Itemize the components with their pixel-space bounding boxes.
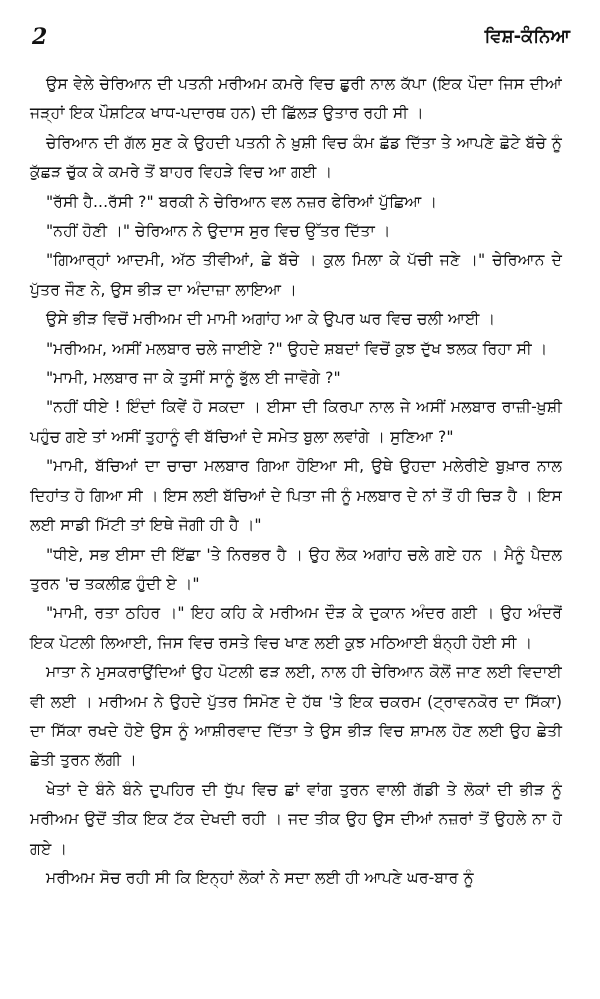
- paragraph: ਉਸ ਵੇਲੇ ਚੇਰਿਆਨ ਦੀ ਪਤਨੀ ਮਰੀਅਮ ਕਮਰੇ ਵਿਚ ਛੁਰੀ ਨਾਲ ਕੱਪਾ (ਇਕ ਪੌਦਾ ਜਿਸ ਦੀਆਂ ਜੜ੍ਹਾਂ ਇਕ ਪੌਸ਼ਟਿਕ ਖਾਧ-ਪਦਾਰਥ ਹਨ) ਦੀ ਛਿੱਲੜ ਉਤਾਰ ਰਹੀ ਸੀ ।: [30, 75, 562, 123]
- running-title: ਵਿਸ਼-ਕੰਨਿਆ: [484, 26, 570, 47]
- paragraph: ਖੇਤਾਂ ਦੇ ਬੰਨੇ ਬੰਨੇ ਦੁਪਹਿਰ ਦੀ ਧੁੱਪ ਵਿਚ ਛਾਂ ਵਾਂਗ ਤੁਰਨ ਵਾਲੀ ਗੱਡੀ ਤੇ ਲੋਕਾਂ ਦੀ ਭੀੜ ਨੂੰ ਮਰੀਅਮ ਉਦੋਂ ਤੀਕ ਇਕ ਟੱਕ ਦੇਖਦੀ ਰਹੀ । ਜਦ ਤੀਕ ਉਹ ਉਸ ਦੀਆਂ ਨਜ਼ਰਾਂ ਤੋਂ ਉਹਲੇ ਨਾ ਹੋ ਗਏ ।: [30, 780, 562, 858]
- paragraph: ਉਸੇ ਭੀੜ ਵਿਚੋਂ ਮਰੀਅਮ ਦੀ ਮਾਮੀ ਅਗਾਂਹ ਆ ਕੇ ਉਪਰ ਘਰ ਵਿਚ ਚਲੀ ਆਈ ।: [46, 310, 496, 329]
- body-text: [30, 70, 562, 893]
- paragraph: "ਮਾਮੀ, ਮਲਬਾਰ ਜਾ ਕੇ ਤੁਸੀਂ ਸਾਨੂੰ ਭੁੱਲ ਈ ਜਾਵੋਗੇ ?": [46, 369, 341, 388]
- paragraph: ਮਾਤਾ ਨੇ ਮੁਸਕਰਾਉਂਦਿਆਂ ਉਹ ਪੋਟਲੀ ਫੜ ਲਈ, ਨਾਲ ਹੀ ਚੇਰਿਆਨ ਕੋਲੋਂ ਜਾਣ ਲਈ ਵਿਦਾਈ ਵੀ ਲਈ । ਮਰੀਅਮ ਨੇ ਉਹਦੇ ਪੁੱਤਰ ਸਿਮੋਣ ਦੇ ਹੱਥ 'ਤੇ ਇਕ ਚਕਰਮ (ਟ੍ਰਾਵਨਕੋਰ ਦਾ ਸਿੱਕਾ) ਦਾ ਸਿੱਕਾ ਰਖਦੇ ਹੋਏ ਉਸ ਨੂੰ ਆਸ਼ੀਰਵਾਦ ਦਿੱਤਾ ਤੇ ਉਸ ਭੀੜ ਵਿਚ ਸ਼ਾਮਲ ਹੋਣ ਲਈ ਉਹ ਛੇਤੀ ਛੇਤੀ ਤੁਰਨ ਲੱਗੀ ।: [30, 663, 562, 770]
- paragraph: "ਮਾਮੀ, ਰਤਾ ਠਹਿਰ ।" ਇਹ ਕਹਿ ਕੇ ਮਰੀਅਮ ਦੌੜ ਕੇ ਦੁਕਾਨ ਅੰਦਰ ਗਈ । ਉਹ ਅੰਦਰੋਂ ਇਕ ਪੋਟਲੀ ਲਿਆਈ, ਜਿਸ ਵਿਚ ਰਸਤੇ ਵਿਚ ਖਾਣ ਲਈ ਕੁਝ ਮਠਿਆਈ ਬੰਨ੍ਹੀ ਹੋਈ ਸੀ ।: [30, 604, 562, 652]
- paragraph: "ਗਿਆਰ੍ਹਾਂ ਆਦਮੀ, ਅੱਠ ਤੀਵੀਆਂ, ਛੇ ਬੱਚੇ । ਕੁਲ ਮਿਲਾ ਕੇ ਪੱਚੀ ਜਣੇ ।" ਚੇਰਿਆਨ ਦੇ ਪੁੱਤਰ ਜੌਣ ਨੇ, ਉਸ ਭੀੜ ਦਾ ਅੰਦਾਜ਼ਾ ਲਾਇਆ ।: [30, 251, 562, 299]
- paragraph: "ਮਾਮੀ, ਬੱਚਿਆਂ ਦਾ ਚਾਚਾ ਮਲਬਾਰ ਗਿਆ ਹੋਇਆ ਸੀ, ਉਥੇ ਉਹਦਾ ਮਲੇਰੀਏ ਬੁਖ਼ਾਰ ਨਾਲ ਦਿਹਾਂਤ ਹੋ ਗਿਆ ਸੀ । ਇਸ ਲਈ ਬੱਚਿਆਂ ਦੇ ਪਿਤਾ ਜੀ ਨੂੰ ਮਲਬਾਰ ਦੇ ਨਾਂ ਤੋਂ ਹੀ ਚਿੜ ਹੈ । ਇਸ ਲਈ ਸਾਡੀ ਮਿੱਟੀ ਤਾਂ ਇਥੇ ਜੋਗੀ ਹੀ ਹੈ ।": [30, 457, 562, 535]
- paragraph: ਚੇਰਿਆਨ ਦੀ ਗੱਲ ਸੁਣ ਕੇ ਉਹਦੀ ਪਤਨੀ ਨੇ ਖ਼ੁਸ਼ੀ ਵਿਚ ਕੰਮ ਛੱਡ ਦਿੱਤਾ ਤੇ ਆਪਣੇ ਛੋਟੇ ਬੱਚੇ ਨੂੰ ਕੁੱਛੜ ਚੁੱਕ ਕੇ ਕਮਰੇ ਤੋਂ ਬਾਹਰ ਵਿਹੜੇ ਵਿਚ ਆ ਗਈ ।: [30, 133, 562, 182]
- paragraph: "ਰੱਸੀ ਹੈ...ਰੱਸੀ ?" ਬਰਕੀ ਨੇ ਚੇਰਿਆਨ ਵਲ ਨਜ਼ਰ ਫੇਰਿਆਂ ਪੁੱਛਿਆ ।: [46, 192, 438, 211]
- paragraph: "ਧੀਏ, ਸਭ ਈਸਾ ਦੀ ਇੱਛਾ 'ਤੇ ਨਿਰਭਰ ਹੈ । ਉਹ ਲੋਕ ਅਗਾਂਹ ਚਲੇ ਗਏ ਹਨ । ਮੈਨੂੰ ਪੈਦਲ ਤੁਰਨ 'ਚ ਤਕਲੀਫ਼ ਹੁੰਦੀ ਏ ।": [30, 545, 562, 593]
- paragraph: "ਨਹੀਂ ਧੀਏ ! ਇੰਦਾਂ ਕਿਵੇਂ ਹੋ ਸਕਦਾ । ਈਸਾ ਦੀ ਕਿਰਪਾ ਨਾਲ ਜੇ ਅਸੀਂ ਮਲਬਾਰ ਰਾਜ਼ੀ-ਖ਼ੁਸ਼ੀ ਪਹੁੰਚ ਗਏ ਤਾਂ ਅਸੀਂ ਤੁਹਾਨੂੰ ਵੀ ਬੱਚਿਆਂ ਦੇ ਸਮੇਤ ਬੁਲਾ ਲਵਾਂਗੇ । ਸੁਣਿਆ ?": [30, 398, 562, 446]
- page-number: 2: [32, 24, 48, 50]
- paragraph: "ਮਰੀਅਮ, ਅਸੀਂ ਮਲਬਾਰ ਚਲੇ ਜਾਈਏ ?" ਉਹਦੇ ਸ਼ਬਦਾਂ ਵਿਚੋਂ ਕੁਝ ਦੁੱਖ ਝਲਕ ਰਿਹਾ ਸੀ ।: [46, 339, 548, 358]
- page-header: [30, 0, 570, 70]
- paragraph: ਮਰੀਅਮ ਸੋਚ ਰਹੀ ਸੀ ਕਿ ਇਨ੍ਹਾਂ ਲੋਕਾਂ ਨੇ ਸਦਾ ਲਈ ਹੀ ਆਪਣੇ ਘਰ-ਬਾਰ ਨੂੰ: [46, 868, 474, 887]
- paragraph: "ਨਹੀਂ ਹੋਣੀ ।" ਚੇਰਿਆਨ ਨੇ ਉਦਾਸ ਸੁਰ ਵਿਚ ਉੱਤਰ ਦਿੱਤਾ ।: [46, 222, 391, 241]
